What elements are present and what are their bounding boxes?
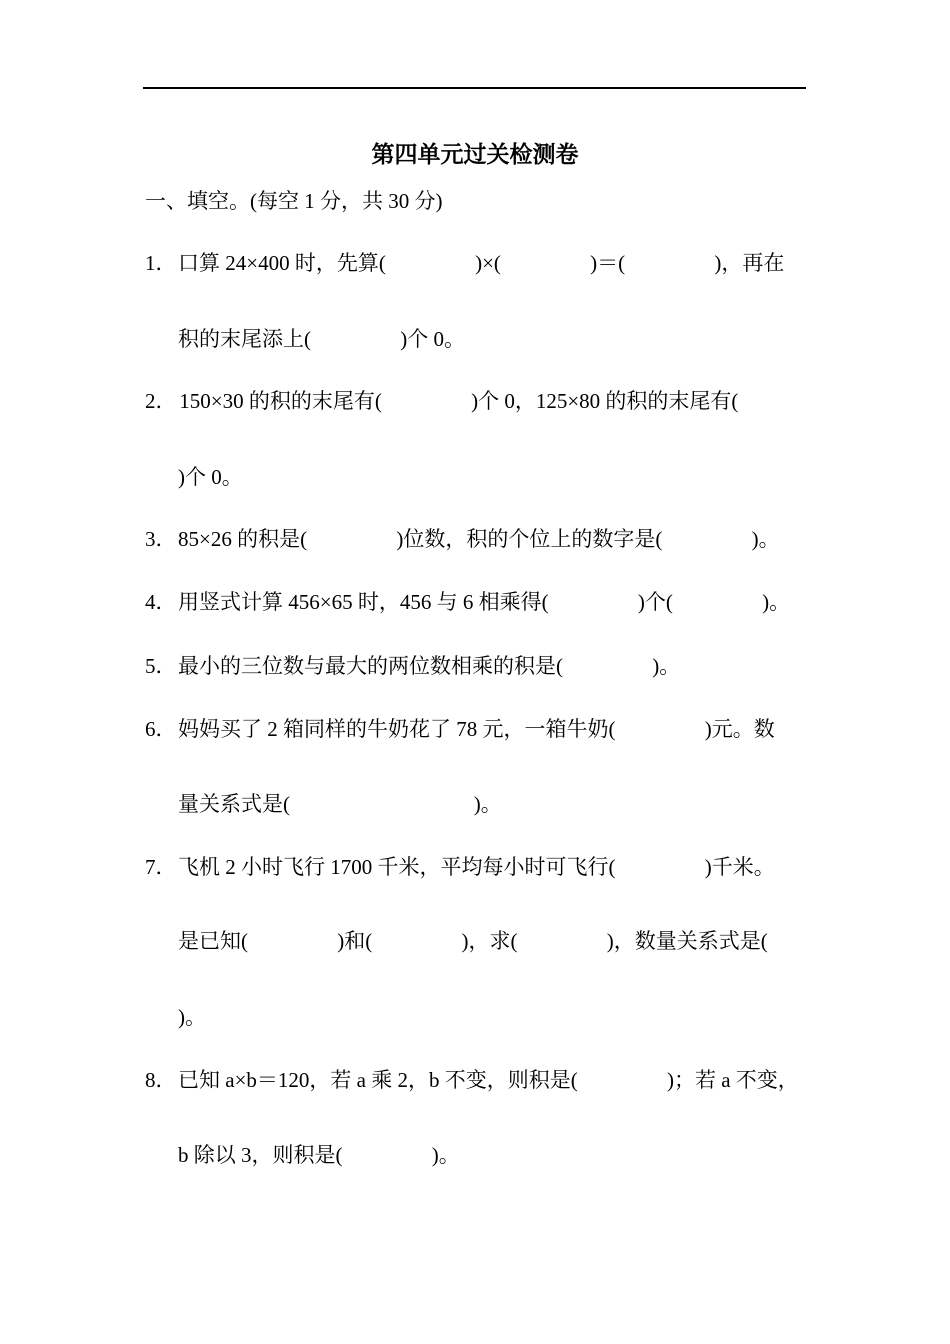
question-number: 8．: [145, 1068, 177, 1092]
question-line: )。: [178, 1005, 206, 1029]
question-number: 2．: [145, 389, 177, 413]
question-line: 是已知( )和( )，求( )，数量关系式是(: [178, 929, 768, 953]
question-line: 150×30 的积的末尾有( )个 0，125×80 的积的末尾有(: [174, 389, 739, 413]
question-line: 量关系式是( )。: [178, 792, 502, 816]
question-number: 1．: [145, 251, 177, 275]
question-line: 用竖式计算 456×65 时，456 与 6 相乘得( )个( )。: [178, 590, 791, 614]
question-line: 已知 a×b＝120，若 a 乘 2，b 不变，则积是( )；若 a 不变，: [178, 1068, 799, 1092]
question-number: 3．: [145, 527, 177, 551]
question-number: 5．: [145, 654, 177, 678]
question-number: 6．: [145, 717, 177, 741]
question-line: b 除以 3，则积是( )。: [178, 1143, 460, 1167]
question-line: 最小的三位数与最大的两位数相乘的积是( )。: [178, 654, 681, 678]
question-line: 飞机 2 小时飞行 1700 千米，平均每小时可飞行( )千米。: [178, 855, 775, 879]
question-line: 积的末尾添上( )个 0。: [178, 327, 465, 351]
question-line: )个 0。: [178, 465, 243, 489]
question-number: 4．: [145, 590, 177, 614]
page-title: 第四单元过关检测卷: [371, 142, 579, 168]
section-heading: 一、填空。(每空 1 分，共 30 分): [145, 189, 443, 213]
question-line: 妈妈买了 2 箱同样的牛奶花了 78 元，一箱牛奶( )元。数: [178, 717, 775, 741]
question-line: 口算 24×400 时，先算( )×( )＝( )，再在: [178, 251, 785, 275]
question-line: 85×26 的积是( )位数，积的个位上的数字是( )。: [178, 527, 780, 551]
question-number: 7．: [145, 855, 177, 879]
header-rule: [143, 87, 806, 89]
